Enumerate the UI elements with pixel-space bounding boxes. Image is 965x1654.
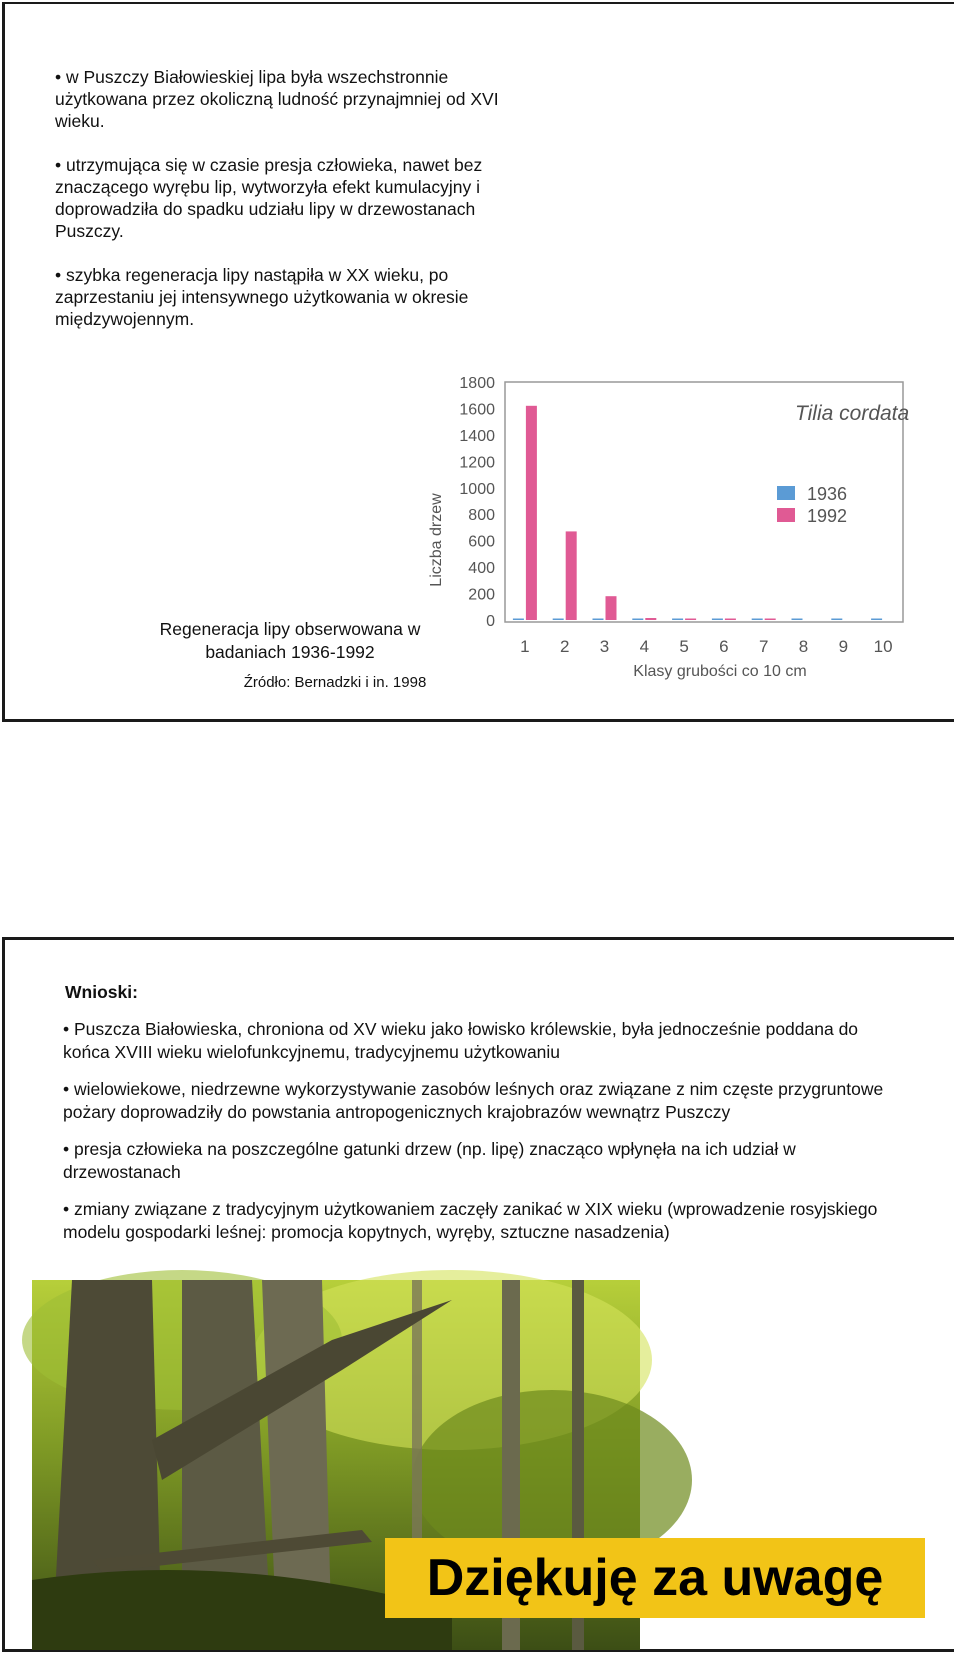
x-tick-label: 5 (679, 637, 689, 656)
bar-1936-2 (553, 619, 564, 621)
y-tick-label: 400 (468, 560, 495, 578)
bullet-list (55, 66, 505, 352)
legend-label: 1936 (807, 484, 848, 504)
y-ticks-group (459, 375, 495, 630)
bar-1936-5 (672, 619, 683, 621)
y-tick-label: 200 (468, 586, 495, 604)
y-tick-label: 1200 (459, 454, 495, 472)
legend-label: 1992 (807, 506, 848, 526)
slide-conclusions (2, 937, 954, 1652)
bar-1936-7 (752, 619, 763, 621)
y-tick-label: 800 (468, 507, 495, 525)
bar-1992-5 (685, 619, 696, 621)
chart-caption: Regeneracja lipy obserwowana w badaniach 1936-1992 (159, 619, 421, 662)
y-axis-label: Liczba drzew (428, 493, 445, 587)
y-tick-label: 1800 (459, 375, 495, 392)
x-tick-label: 1 (520, 637, 530, 656)
source-note: Źródło: Bernadzki i in. 1998 (243, 674, 427, 691)
bar-1992-1 (526, 406, 537, 620)
bar-1936-6 (712, 619, 723, 621)
bar-1936-10 (871, 619, 882, 621)
bar-1992-2 (566, 531, 577, 620)
bar-chart-tilia (428, 375, 965, 722)
x-tick-label: 9 (838, 637, 849, 656)
bar-1936-8 (792, 619, 803, 621)
x-tick-label: 6 (719, 637, 729, 656)
y-tick-label: 1600 (459, 401, 495, 419)
bullet-item: • w Puszczy Białowieskiej lipa była wszechstronnie użytkowana przez okoliczną ludność przynajmniej od XVI wieku. (55, 67, 499, 131)
x-tick-label: 2 (559, 637, 570, 656)
y-tick-label: 1000 (459, 480, 495, 498)
bar-1936-4 (632, 619, 643, 621)
bar-1936-1 (513, 619, 524, 621)
bar-1936-3 (593, 619, 604, 621)
conclusion-item: • Puszcza Białowieska, chroniona od XV wieku jako łowisko królewskie, była jednocześnie poddana do końca XVIII wieku wielofunkcyjnemu, tradycyjnemu użytkowaniu (63, 1019, 859, 1062)
conclusions-title: Wnioski: (65, 982, 138, 1002)
x-tick-label: 7 (758, 637, 769, 656)
y-tick-label: 1400 (459, 427, 495, 445)
conclusion-item: • presja człowieka na poszczególne gatunki drzew (np. lipę) znacząco wpłynęła na ich udział w drzewostanach (63, 1139, 796, 1182)
conclusions-list (63, 1018, 893, 1258)
bar-1936-9 (831, 619, 842, 621)
slide-lipa-regeneration (2, 2, 954, 722)
x-ticks-group (520, 637, 892, 656)
bar-1992-7 (765, 619, 776, 621)
x-tick-label: 3 (599, 637, 610, 656)
y-tick-label: 600 (468, 533, 495, 551)
y-tick-label: 0 (486, 613, 495, 630)
bar-1992-6 (725, 619, 736, 621)
x-tick-label: 10 (873, 637, 893, 656)
conclusion-item: • wielowiekowe, niedrzewne wykorzystywanie zasobów leśnych oraz związane z nim częste przygruntowe pożary doprowadziły do powstania antropogenicznych krajobrazów wewnątrz Puszczy (63, 1079, 884, 1122)
x-axis-label: Klasy grubości co 10 cm (633, 663, 807, 680)
conclusion-item: • zmiany związane z tradycyjnym użytkowaniem zaczęły zanikać w XIX wieku (wprowadzenie rosyjskiego modelu gospodarki leśnej: promocja kopytnych, wyręby, sztuczne nasadzenia) (63, 1199, 878, 1242)
bar-1992-4 (645, 618, 656, 620)
bullet-item: • utrzymująca się w czasie presja człowieka, nawet bez znaczącego wyrębu lip, wytworzyła efekt kumulacyjny i doprowadziła do spadku udziału lipy w drzewostanach Puszczy. (55, 155, 483, 241)
thank-you-banner: Dziękuję za uwagę (385, 1538, 925, 1618)
x-tick-label: 4 (639, 637, 650, 656)
chart-title: Tilia cordata (795, 402, 910, 425)
bar-1992-3 (606, 596, 617, 620)
legend-swatch (777, 486, 795, 500)
legend-swatch (777, 508, 795, 522)
bullet-item: • szybka regeneracja lipy nastąpiła w XX wieku, po zaprzestaniu jej intensywnego użytkowania w okresie międzywojennym. (55, 265, 469, 329)
x-tick-label: 8 (798, 637, 809, 656)
